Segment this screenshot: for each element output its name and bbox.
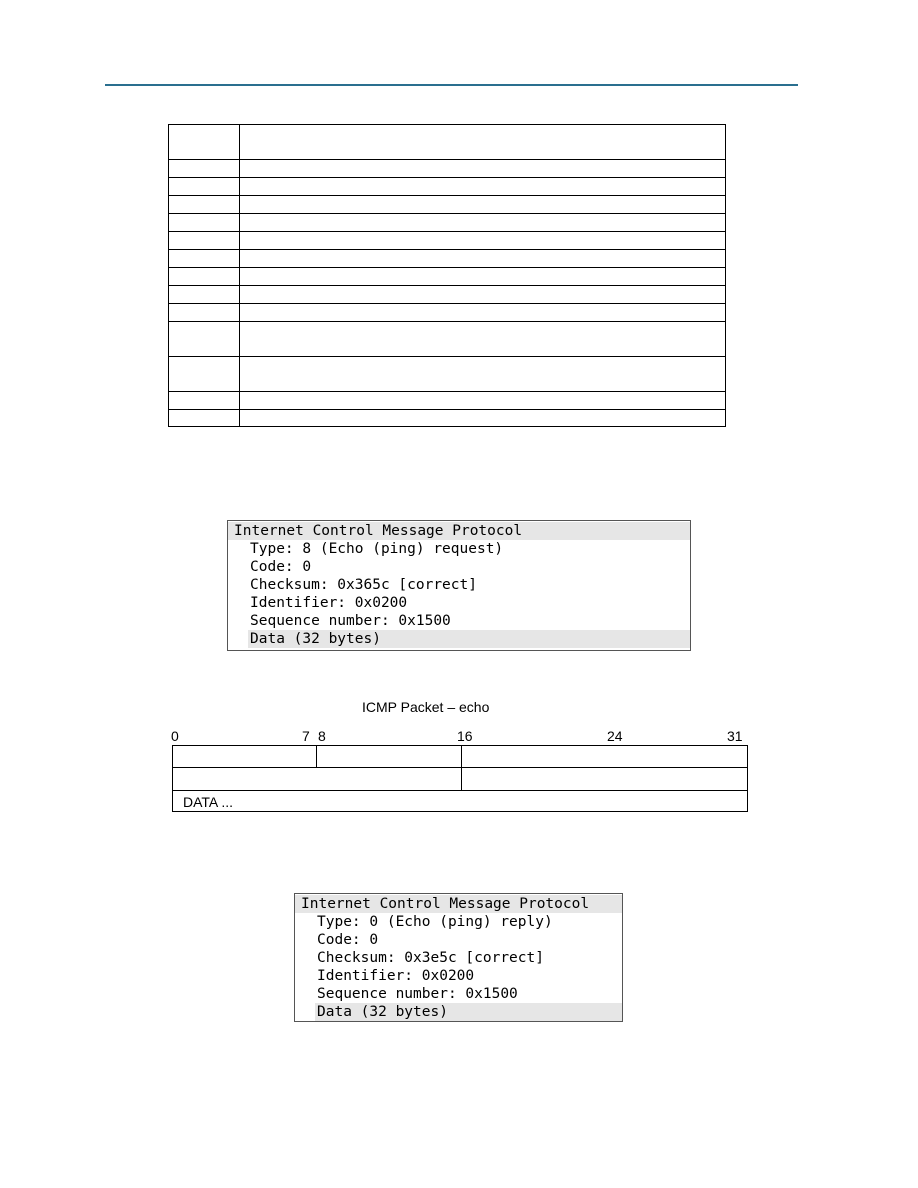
protocol-tree-line[interactable]: Data (32 bytes): [315, 1003, 622, 1021]
protocol-tree-line[interactable]: Type: 0 (Echo (ping) reply): [317, 914, 553, 930]
field-code: [317, 746, 462, 767]
table-row: [169, 214, 726, 232]
table-row: [169, 392, 726, 410]
table-cell: [169, 196, 240, 214]
table-cell: [169, 160, 240, 178]
table-cell: [240, 286, 726, 304]
bit-label-7: 7: [302, 728, 310, 744]
diagram-row-data: [173, 791, 747, 812]
protocol-tree-line[interactable]: Code: 0: [317, 932, 379, 948]
table-row: [169, 160, 726, 178]
table-row: [169, 196, 726, 214]
table-row: [169, 250, 726, 268]
field-checksum: [462, 746, 747, 767]
table-row: [169, 322, 726, 357]
table-cell: [169, 214, 240, 232]
bit-label-0: 0: [171, 728, 179, 744]
table-cell: [240, 322, 726, 357]
protocol-tree-line[interactable]: Checksum: 0x365c [correct]: [250, 577, 477, 593]
table-cell: [169, 232, 240, 250]
table-row: [169, 268, 726, 286]
protocol-tree-line[interactable]: Code: 0: [250, 559, 312, 575]
table-cell: [169, 410, 240, 427]
protocol-tree-line[interactable]: Type: 8 (Echo (ping) request): [250, 541, 504, 557]
table-cell: [240, 232, 726, 250]
protocol-tree-line[interactable]: Sequence number: 0x1500: [250, 613, 451, 629]
protocol-tree-line[interactable]: Identifier: 0x0200: [317, 968, 475, 984]
bit-label-16: 16: [457, 728, 473, 744]
icmp-packet-diagram: [172, 745, 748, 812]
bit-label-24: 24: [607, 728, 623, 744]
protocol-tree-line[interactable]: Sequence number: 0x1500: [317, 986, 518, 1002]
table-cell: [240, 268, 726, 286]
empty-table: [168, 124, 726, 427]
protocol-tree-line[interactable]: Checksum: 0x3e5c [correct]: [317, 950, 544, 966]
header-rule: [105, 84, 798, 86]
protocol-tree-line[interactable]: Internet Control Message Protocol: [295, 895, 622, 913]
table-cell: [240, 160, 726, 178]
table-cell: [240, 250, 726, 268]
table-cell: [169, 357, 240, 392]
field-data-label: DATA ...: [183, 794, 234, 810]
table-cell: [240, 214, 726, 232]
table-cell: [240, 410, 726, 427]
table-cell: [169, 268, 240, 286]
diagram-row-type-code-checksum: [173, 746, 747, 768]
protocol-tree-line[interactable]: Data (32 bytes): [248, 630, 690, 648]
table-cell: [240, 125, 726, 160]
table-cell: [240, 357, 726, 392]
bit-label-8: 8: [318, 728, 326, 744]
protocol-tree-line[interactable]: Internet Control Message Protocol: [228, 522, 690, 540]
table-cell: [169, 304, 240, 322]
table-cell: [240, 304, 726, 322]
table-cell: [169, 322, 240, 357]
protocol-tree-line[interactable]: Identifier: 0x0200: [250, 595, 408, 611]
table-row: [169, 286, 726, 304]
table-row: [169, 410, 726, 427]
diagram-row-identifier-sequence: [173, 768, 747, 791]
bit-label-31: 31: [727, 728, 743, 744]
table-cell: [240, 392, 726, 410]
field-identifier: [173, 768, 462, 790]
icmp-diagram-title: ICMP Packet – echo: [362, 699, 490, 715]
table-row: [169, 357, 726, 392]
table-cell: [240, 196, 726, 214]
echo-request-pane: [227, 520, 691, 651]
table-cell: [169, 178, 240, 196]
table-row: [169, 232, 726, 250]
table-row: [169, 304, 726, 322]
table-cell: [169, 125, 240, 160]
field-type: [173, 746, 317, 767]
field-sequence-number: [462, 768, 747, 790]
table-cell: [169, 250, 240, 268]
table-row: [169, 125, 726, 160]
table-cell: [169, 286, 240, 304]
table-cell: [169, 392, 240, 410]
table-row: [169, 178, 726, 196]
echo-reply-pane: [294, 893, 623, 1022]
table-cell: [240, 178, 726, 196]
